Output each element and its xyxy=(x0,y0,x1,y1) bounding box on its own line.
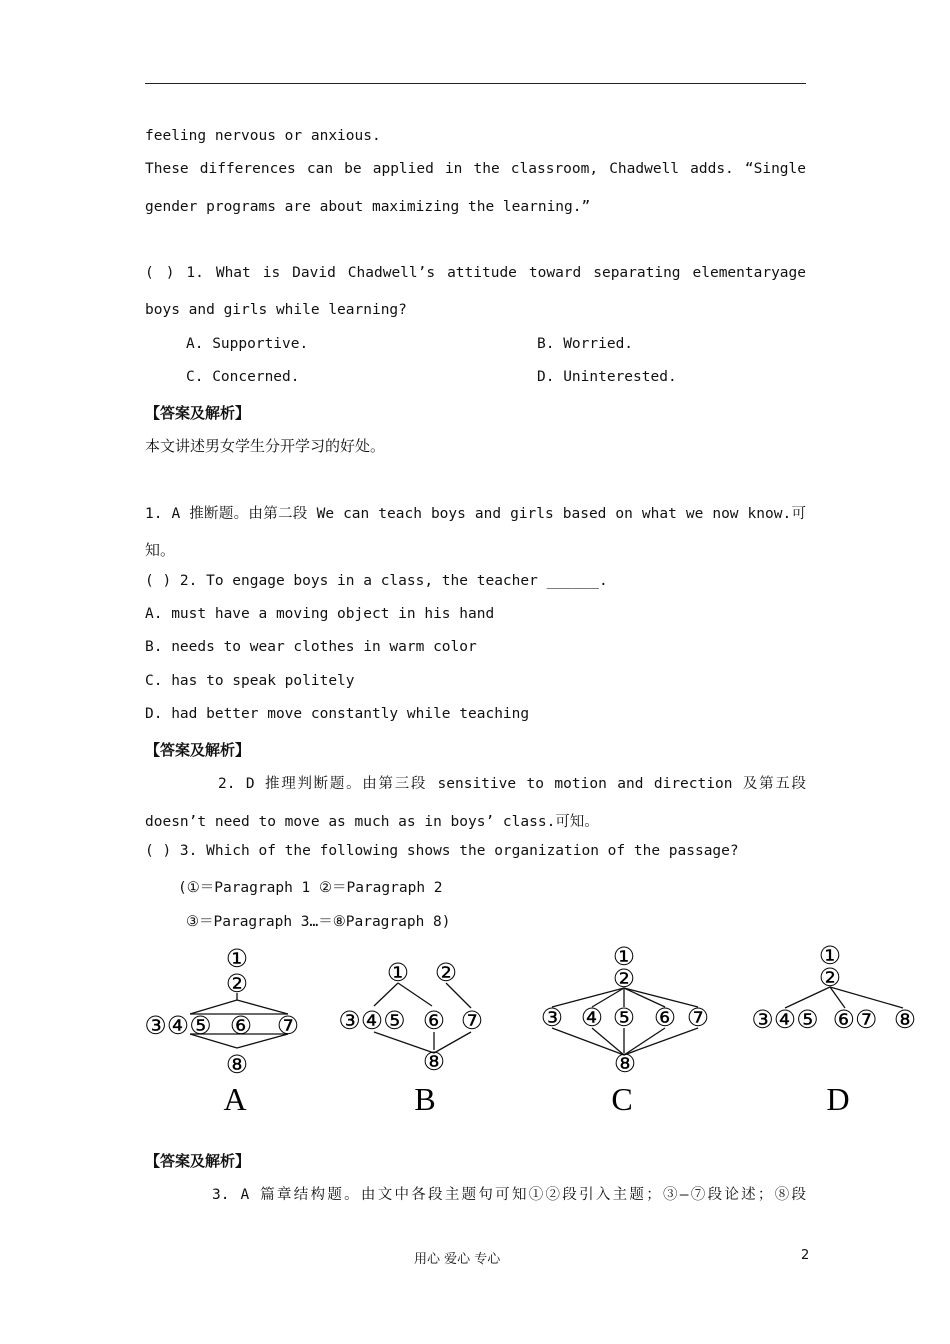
answer-heading: 【答案及解析】 xyxy=(145,1152,251,1170)
answer-1: 1. A 推断题。由第二段 We can teach boys and girls based on what we now know.可 xyxy=(145,506,806,522)
q1-option-c: C. Concerned. xyxy=(186,369,300,385)
node-1: ① xyxy=(386,960,410,987)
option-label: C xyxy=(611,1081,633,1117)
q1-option-b: B. Worried. xyxy=(537,336,634,352)
node-2: ② xyxy=(434,960,458,987)
passage-line: These differences can be applied in the classroom, Chadwell adds. “Single xyxy=(145,161,806,177)
node-3: ③ xyxy=(540,1005,564,1032)
answer-1-cont: 知。 xyxy=(145,541,176,559)
diagram-a xyxy=(140,940,320,1120)
node-4: ④ xyxy=(580,1005,604,1032)
option-label: B xyxy=(414,1081,436,1117)
node-2: ② xyxy=(612,966,636,993)
node-7: ⑦ xyxy=(460,1008,484,1035)
node-1: ① xyxy=(225,946,249,973)
q2-option-b: B. needs to wear clothes in warm color xyxy=(145,639,477,655)
node-6: ⑥ xyxy=(653,1005,677,1032)
node-8: ⑧ xyxy=(422,1049,446,1076)
header-rule xyxy=(145,83,806,84)
question-2-stem: ( ) 2. To engage boys in a class, the teacher ______. xyxy=(145,573,608,589)
node-3-4-5: ③④⑤ xyxy=(751,1007,819,1034)
node-3-4-5: ③④⑤ xyxy=(144,1013,212,1040)
q2-option-d: D. had better move constantly while teaching xyxy=(145,706,530,722)
passage-line: gender programs are about maximizing the learning.” xyxy=(145,199,591,215)
q3-legend: ③＝Paragraph 3…＝⑧Paragraph 8) xyxy=(186,914,451,930)
answer-2: 2. D 推理判断题。由第三段 sensitive to motion and direction 及第五段 xyxy=(218,776,806,792)
diagram-d xyxy=(745,940,925,1120)
node-7: ⑦ xyxy=(276,1013,300,1040)
answer-2-cont: doesn’t need to move as much as in boys’ class.可知。 xyxy=(145,814,599,830)
q1-option-d: D. Uninterested. xyxy=(537,369,677,385)
node-5: ⑤ xyxy=(612,1005,636,1032)
node-1: ① xyxy=(818,943,842,970)
page-number: 2 xyxy=(801,1248,810,1263)
node-7: ⑦ xyxy=(686,1005,710,1032)
q2-option-c: C. has to speak politely xyxy=(145,673,355,689)
question-1-stem-cont: boys and girls while learning? xyxy=(145,302,407,318)
answer-3: 3. A 篇章结构题。由文中各段主题句可知①②段引入主题；③—⑦段论述；⑧段 xyxy=(212,1187,806,1203)
option-label: A xyxy=(223,1081,247,1117)
node-6: ⑥ xyxy=(422,1008,446,1035)
passage-line: feeling nervous or anxious. xyxy=(145,128,381,144)
node-2: ② xyxy=(818,965,842,992)
node-6-7: ⑥⑦ xyxy=(832,1007,878,1034)
node-8: ⑧ xyxy=(893,1007,917,1034)
question-1-stem: ( ) 1. What is David Chadwell’s attitude toward separating elementaryage xyxy=(145,265,806,281)
option-label: D xyxy=(826,1081,850,1117)
q2-option-a: A. must have a moving object in his hand xyxy=(145,606,495,622)
diagram-c xyxy=(530,940,720,1120)
node-8: ⑧ xyxy=(613,1051,637,1078)
node-2: ② xyxy=(225,971,249,998)
node-6: ⑥ xyxy=(229,1013,253,1040)
answer-heading: 【答案及解析】 xyxy=(145,741,251,759)
passage-summary: 本文讲述男女学生分开学习的好处。 xyxy=(145,437,386,455)
q3-legend: (①＝Paragraph 1 ②＝Paragraph 2 xyxy=(178,880,443,896)
q1-option-a: A. Supportive. xyxy=(186,336,309,352)
node-8: ⑧ xyxy=(225,1052,249,1079)
node-3-4-5: ③④⑤ xyxy=(338,1008,406,1035)
question-3-stem: ( ) 3. Which of the following shows the organization of the passage? xyxy=(145,843,739,859)
node-1: ① xyxy=(612,944,636,971)
footer-motto: 用心 爱心 专心 xyxy=(414,1252,501,1267)
answer-heading: 【答案及解析】 xyxy=(145,404,251,422)
diagram-b xyxy=(330,940,500,1120)
